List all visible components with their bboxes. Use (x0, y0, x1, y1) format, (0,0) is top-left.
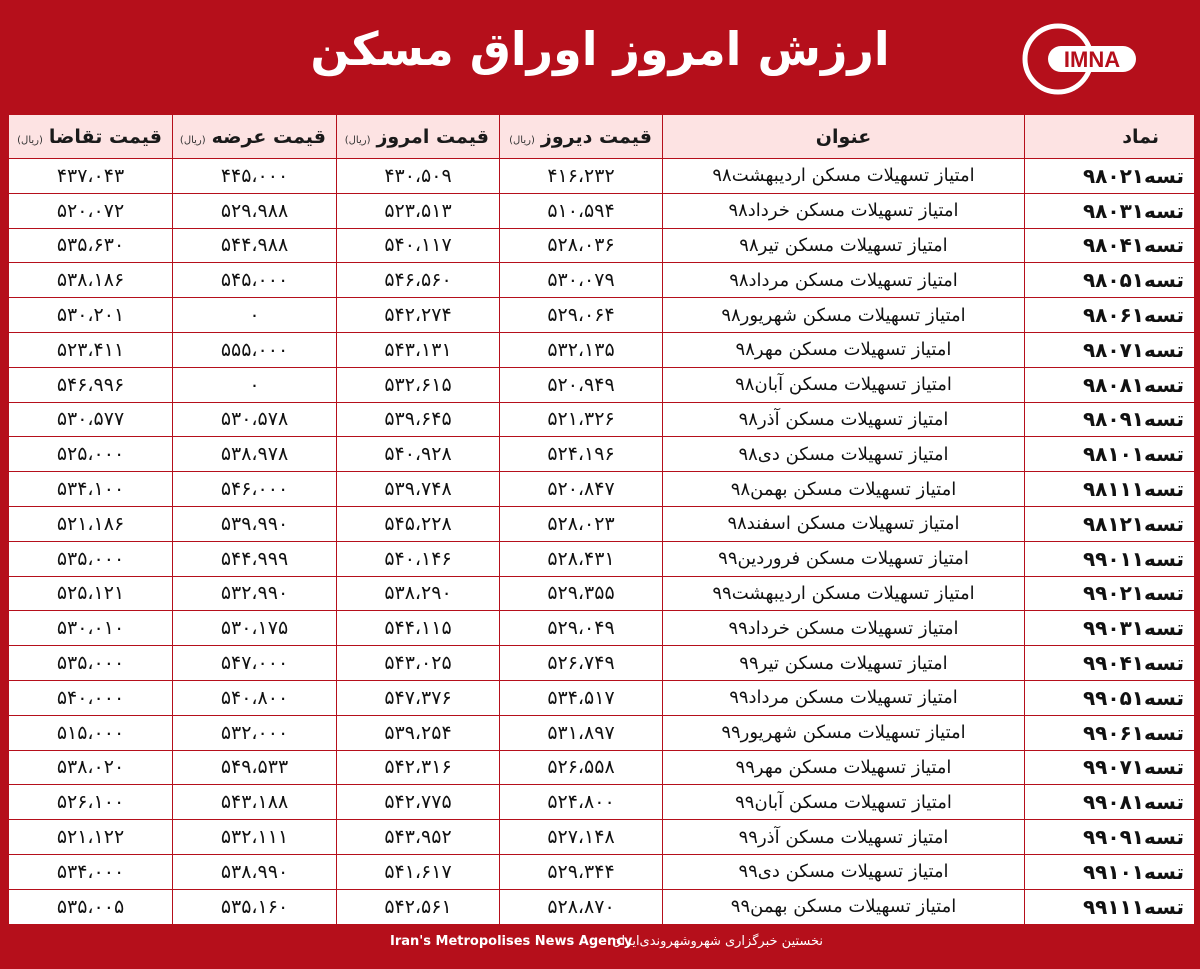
cell-offer-price: ۵۴۷،۰۰۰ (173, 646, 337, 681)
cell-demand-price: ۵۲۰،۰۷۲ (9, 193, 173, 228)
cell-title: امتیاز تسهیلات مسکن آذر۹۹ (663, 820, 1025, 855)
cell-symbol: تسه۹۸۰۷۱ (1025, 332, 1195, 367)
cell-yesterday-price: ۵۲۸،۰۲۳ (500, 506, 663, 541)
cell-demand-price: ۵۳۴،۰۰۰ (9, 854, 173, 889)
cell-title: امتیاز تسهیلات مسکن تیر۹۹ (663, 646, 1025, 681)
cell-title: امتیاز تسهیلات مسکن آبان۹۸ (663, 367, 1025, 402)
cell-demand-price: ۵۲۱،۱۸۶ (9, 506, 173, 541)
table-row (9, 680, 1195, 715)
table-row (9, 541, 1195, 576)
table-row (9, 576, 1195, 611)
table-row (9, 889, 1195, 924)
cell-title: امتیاز تسهیلات مسکن تیر۹۸ (663, 228, 1025, 263)
cell-offer-price: ۵۳۸،۹۹۰ (173, 854, 337, 889)
cell-offer-price: ۵۴۴،۹۸۸ (173, 228, 337, 263)
page-title: ارزش امروز اوراق مسکن (310, 22, 890, 76)
cell-yesterday-price: ۵۲۴،۱۹۶ (500, 437, 663, 472)
cell-today-price: ۵۴۷،۳۷۶ (337, 680, 500, 715)
cell-yesterday-price: ۵۳۲،۱۳۵ (500, 332, 663, 367)
cell-yesterday-price: ۵۲۰،۹۴۹ (500, 367, 663, 402)
cell-today-price: ۵۴۶،۵۶۰ (337, 263, 500, 298)
cell-today-price: ۵۳۸،۲۹۰ (337, 576, 500, 611)
cell-demand-price: ۵۴۶،۹۹۶ (9, 367, 173, 402)
cell-demand-price: ۵۳۵،۰۰۵ (9, 889, 173, 924)
cell-yesterday-price: ۵۳۱،۸۹۷ (500, 715, 663, 750)
footer (0, 924, 1200, 969)
cell-offer-price: ۵۴۹،۵۳۳ (173, 750, 337, 785)
table-row (9, 193, 1195, 228)
table-row (9, 785, 1195, 820)
cell-symbol: تسه۹۹۰۸۱ (1025, 785, 1195, 820)
cell-demand-price: ۵۲۵،۰۰۰ (9, 437, 173, 472)
cell-symbol: تسه۹۸۰۳۱ (1025, 193, 1195, 228)
cell-offer-price: ۵۴۶،۰۰۰ (173, 472, 337, 507)
cell-yesterday-price: ۵۲۸،۸۷۰ (500, 889, 663, 924)
cell-yesterday-price: ۵۲۸،۴۳۱ (500, 541, 663, 576)
cell-offer-price: ۰ (173, 367, 337, 402)
table-row (9, 820, 1195, 855)
cell-offer-price: ۴۴۵،۰۰۰ (173, 159, 337, 194)
cell-symbol: تسه۹۹۱۱۱ (1025, 889, 1195, 924)
cell-symbol: تسه۹۹۰۴۱ (1025, 646, 1195, 681)
footer-persian: نخستین خبرگزاری شهروشهروندی‌ایران (612, 934, 824, 949)
table-row (9, 506, 1195, 541)
cell-today-price: ۵۴۰،۹۲۸ (337, 437, 500, 472)
cell-yesterday-price: ۵۲۹،۰۶۴ (500, 298, 663, 333)
cell-demand-price: ۵۲۳،۴۱۱ (9, 332, 173, 367)
cell-demand-price: ۵۳۵،۰۰۰ (9, 646, 173, 681)
col-header-yesterday: قیمت دیروز(ریال) (500, 115, 663, 159)
cell-offer-price: ۵۳۲،۹۹۰ (173, 576, 337, 611)
cell-today-price: ۴۳۰،۵۰۹ (337, 159, 500, 194)
table-row (9, 646, 1195, 681)
cell-today-price: ۵۳۹،۷۴۸ (337, 472, 500, 507)
cell-demand-price: ۵۲۱،۱۲۲ (9, 820, 173, 855)
cell-today-price: ۵۴۲،۵۶۱ (337, 889, 500, 924)
cell-today-price: ۵۴۴،۱۱۵ (337, 611, 500, 646)
cell-demand-price: ۵۳۵،۶۳۰ (9, 228, 173, 263)
cell-symbol: تسه۹۹۰۲۱ (1025, 576, 1195, 611)
cell-title: امتیاز تسهیلات مسکن دی۹۹ (663, 854, 1025, 889)
cell-symbol: تسه۹۸۱۱۱ (1025, 472, 1195, 507)
cell-yesterday-price: ۵۳۰،۰۷۹ (500, 263, 663, 298)
cell-yesterday-price: ۵۲۱،۳۲۶ (500, 402, 663, 437)
cell-demand-price: ۵۳۰،۰۱۰ (9, 611, 173, 646)
cell-offer-price: ۵۴۴،۹۹۹ (173, 541, 337, 576)
cell-demand-price: ۵۳۸،۱۸۶ (9, 263, 173, 298)
cell-yesterday-price: ۵۱۰،۵۹۴ (500, 193, 663, 228)
cell-offer-price: ۵۳۰،۱۷۵ (173, 611, 337, 646)
cell-title: امتیاز تسهیلات مسکن آبان۹۹ (663, 785, 1025, 820)
cell-offer-price: ۵۳۰،۵۷۸ (173, 402, 337, 437)
table-row (9, 472, 1195, 507)
cell-title: امتیاز تسهیلات مسکن فروردین۹۹ (663, 541, 1025, 576)
table-row (9, 437, 1195, 472)
cell-demand-price: ۵۳۰،۲۰۱ (9, 298, 173, 333)
cell-offer-price: ۵۴۳،۱۸۸ (173, 785, 337, 820)
cell-offer-price: ۵۳۸،۹۷۸ (173, 437, 337, 472)
table-header-row (9, 115, 1195, 159)
cell-title: امتیاز تسهیلات مسکن آذر۹۸ (663, 402, 1025, 437)
col-header-today: قیمت امروز(ریال) (337, 115, 500, 159)
cell-title: امتیاز تسهیلات مسکن دی۹۸ (663, 437, 1025, 472)
cell-demand-price: ۵۳۴،۱۰۰ (9, 472, 173, 507)
cell-today-price: ۵۳۲،۶۱۵ (337, 367, 500, 402)
cell-today-price: ۵۴۰،۱۱۷ (337, 228, 500, 263)
table-row (9, 750, 1195, 785)
cell-demand-price: ۵۲۵،۱۲۱ (9, 576, 173, 611)
cell-symbol: تسه۹۹۰۵۱ (1025, 680, 1195, 715)
cell-symbol: تسه۹۹۰۱۱ (1025, 541, 1195, 576)
cell-title: امتیاز تسهیلات مسکن شهریور۹۸ (663, 298, 1025, 333)
cell-symbol: تسه۹۸۰۸۱ (1025, 367, 1195, 402)
table-row (9, 611, 1195, 646)
col-header-title: عنوان (663, 115, 1025, 159)
cell-title: امتیاز تسهیلات مسکن مرداد۹۸ (663, 263, 1025, 298)
table-row (9, 228, 1195, 263)
cell-today-price: ۵۴۳،۹۵۲ (337, 820, 500, 855)
cell-offer-price: ۵۳۵،۱۶۰ (173, 889, 337, 924)
cell-today-price: ۵۴۲،۷۷۵ (337, 785, 500, 820)
bonds-table (8, 114, 1195, 925)
table-row (9, 159, 1195, 194)
cell-title: امتیاز تسهیلات مسکن خرداد۹۹ (663, 611, 1025, 646)
table-body (9, 159, 1195, 925)
cell-symbol: تسه۹۹۱۰۱ (1025, 854, 1195, 889)
cell-offer-price: ۵۳۲،۰۰۰ (173, 715, 337, 750)
col-header-symbol: نماد (1025, 115, 1195, 159)
cell-offer-price: ۵۵۵،۰۰۰ (173, 332, 337, 367)
table-row (9, 367, 1195, 402)
cell-title: امتیاز تسهیلات مسکن مرداد۹۹ (663, 680, 1025, 715)
cell-yesterday-price: ۵۳۴،۵۱۷ (500, 680, 663, 715)
cell-title: امتیاز تسهیلات مسکن اردیبهشت۹۸ (663, 159, 1025, 194)
cell-yesterday-price: ۵۲۸،۰۳۶ (500, 228, 663, 263)
cell-yesterday-price: ۴۱۶،۲۳۲ (500, 159, 663, 194)
cell-offer-price: ۵۳۲،۱۱۱ (173, 820, 337, 855)
imna-logo (1020, 20, 1180, 98)
cell-demand-price: ۵۳۸،۰۲۰ (9, 750, 173, 785)
cell-demand-price: ۴۳۷،۰۴۳ (9, 159, 173, 194)
cell-today-price: ۵۴۳،۱۳۱ (337, 332, 500, 367)
cell-today-price: ۵۴۱،۶۱۷ (337, 854, 500, 889)
cell-title: امتیاز تسهیلات مسکن اردیبهشت۹۹ (663, 576, 1025, 611)
cell-title: امتیاز تسهیلات مسکن اسفند۹۸ (663, 506, 1025, 541)
footer-english: Iran's Metropolises News Agency (390, 934, 633, 949)
cell-yesterday-price: ۵۲۹،۳۵۵ (500, 576, 663, 611)
cell-title: امتیاز تسهیلات مسکن خرداد۹۸ (663, 193, 1025, 228)
cell-yesterday-price: ۵۲۶،۵۵۸ (500, 750, 663, 785)
cell-symbol: تسه۹۹۰۷۱ (1025, 750, 1195, 785)
col-header-demand: قیمت تقاضا(ریال) (9, 115, 173, 159)
cell-today-price: ۵۴۰،۱۴۶ (337, 541, 500, 576)
table-row (9, 854, 1195, 889)
cell-symbol: تسه۹۸۰۶۱ (1025, 298, 1195, 333)
table-row (9, 263, 1195, 298)
cell-today-price: ۵۲۳،۵۱۳ (337, 193, 500, 228)
cell-today-price: ۵۴۵،۲۲۸ (337, 506, 500, 541)
cell-demand-price: ۵۳۰،۵۷۷ (9, 402, 173, 437)
cell-symbol: تسه۹۹۰۹۱ (1025, 820, 1195, 855)
cell-yesterday-price: ۵۲۴،۸۰۰ (500, 785, 663, 820)
cell-yesterday-price: ۵۲۰،۸۴۷ (500, 472, 663, 507)
cell-title: امتیاز تسهیلات مسکن بهمن۹۸ (663, 472, 1025, 507)
cell-demand-price: ۵۱۵،۰۰۰ (9, 715, 173, 750)
cell-offer-price: ۵۴۵،۰۰۰ (173, 263, 337, 298)
cell-symbol: تسه۹۸۱۲۱ (1025, 506, 1195, 541)
cell-title: امتیاز تسهیلات مسکن بهمن۹۹ (663, 889, 1025, 924)
table-row (9, 332, 1195, 367)
bonds-table-container (8, 114, 1194, 924)
cell-today-price: ۵۳۹،۶۴۵ (337, 402, 500, 437)
table-row (9, 715, 1195, 750)
cell-title: امتیاز تسهیلات مسکن مهر۹۸ (663, 332, 1025, 367)
cell-symbol: تسه۹۸۰۹۱ (1025, 402, 1195, 437)
cell-yesterday-price: ۵۲۷،۱۴۸ (500, 820, 663, 855)
cell-demand-price: ۵۳۵،۰۰۰ (9, 541, 173, 576)
header-banner (0, 0, 1200, 114)
cell-today-price: ۵۴۲،۲۷۴ (337, 298, 500, 333)
cell-demand-price: ۵۴۰،۰۰۰ (9, 680, 173, 715)
cell-offer-price: ۵۲۹،۹۸۸ (173, 193, 337, 228)
cell-symbol: تسه۹۹۰۳۱ (1025, 611, 1195, 646)
cell-symbol: تسه۹۸۰۲۱ (1025, 159, 1195, 194)
cell-title: امتیاز تسهیلات مسکن شهریور۹۹ (663, 715, 1025, 750)
cell-symbol: تسه۹۹۰۶۱ (1025, 715, 1195, 750)
cell-symbol: تسه۹۸۰۴۱ (1025, 228, 1195, 263)
cell-yesterday-price: ۵۲۹،۰۴۹ (500, 611, 663, 646)
cell-today-price: ۵۳۹،۲۵۴ (337, 715, 500, 750)
cell-today-price: ۵۴۳،۰۲۵ (337, 646, 500, 681)
cell-offer-price: ۰ (173, 298, 337, 333)
cell-yesterday-price: ۵۲۹،۳۴۴ (500, 854, 663, 889)
cell-today-price: ۵۴۲،۳۱۶ (337, 750, 500, 785)
cell-yesterday-price: ۵۲۶،۷۴۹ (500, 646, 663, 681)
table-row (9, 298, 1195, 333)
logo-text: IMNA (1063, 47, 1121, 72)
cell-offer-price: ۵۳۹،۹۹۰ (173, 506, 337, 541)
col-header-offer: قیمت عرضه(ریال) (173, 115, 337, 159)
cell-offer-price: ۵۴۰،۸۰۰ (173, 680, 337, 715)
cell-symbol: تسه۹۸۱۰۱ (1025, 437, 1195, 472)
cell-demand-price: ۵۲۶،۱۰۰ (9, 785, 173, 820)
table-row (9, 402, 1195, 437)
cell-title: امتیاز تسهیلات مسکن مهر۹۹ (663, 750, 1025, 785)
cell-symbol: تسه۹۸۰۵۱ (1025, 263, 1195, 298)
